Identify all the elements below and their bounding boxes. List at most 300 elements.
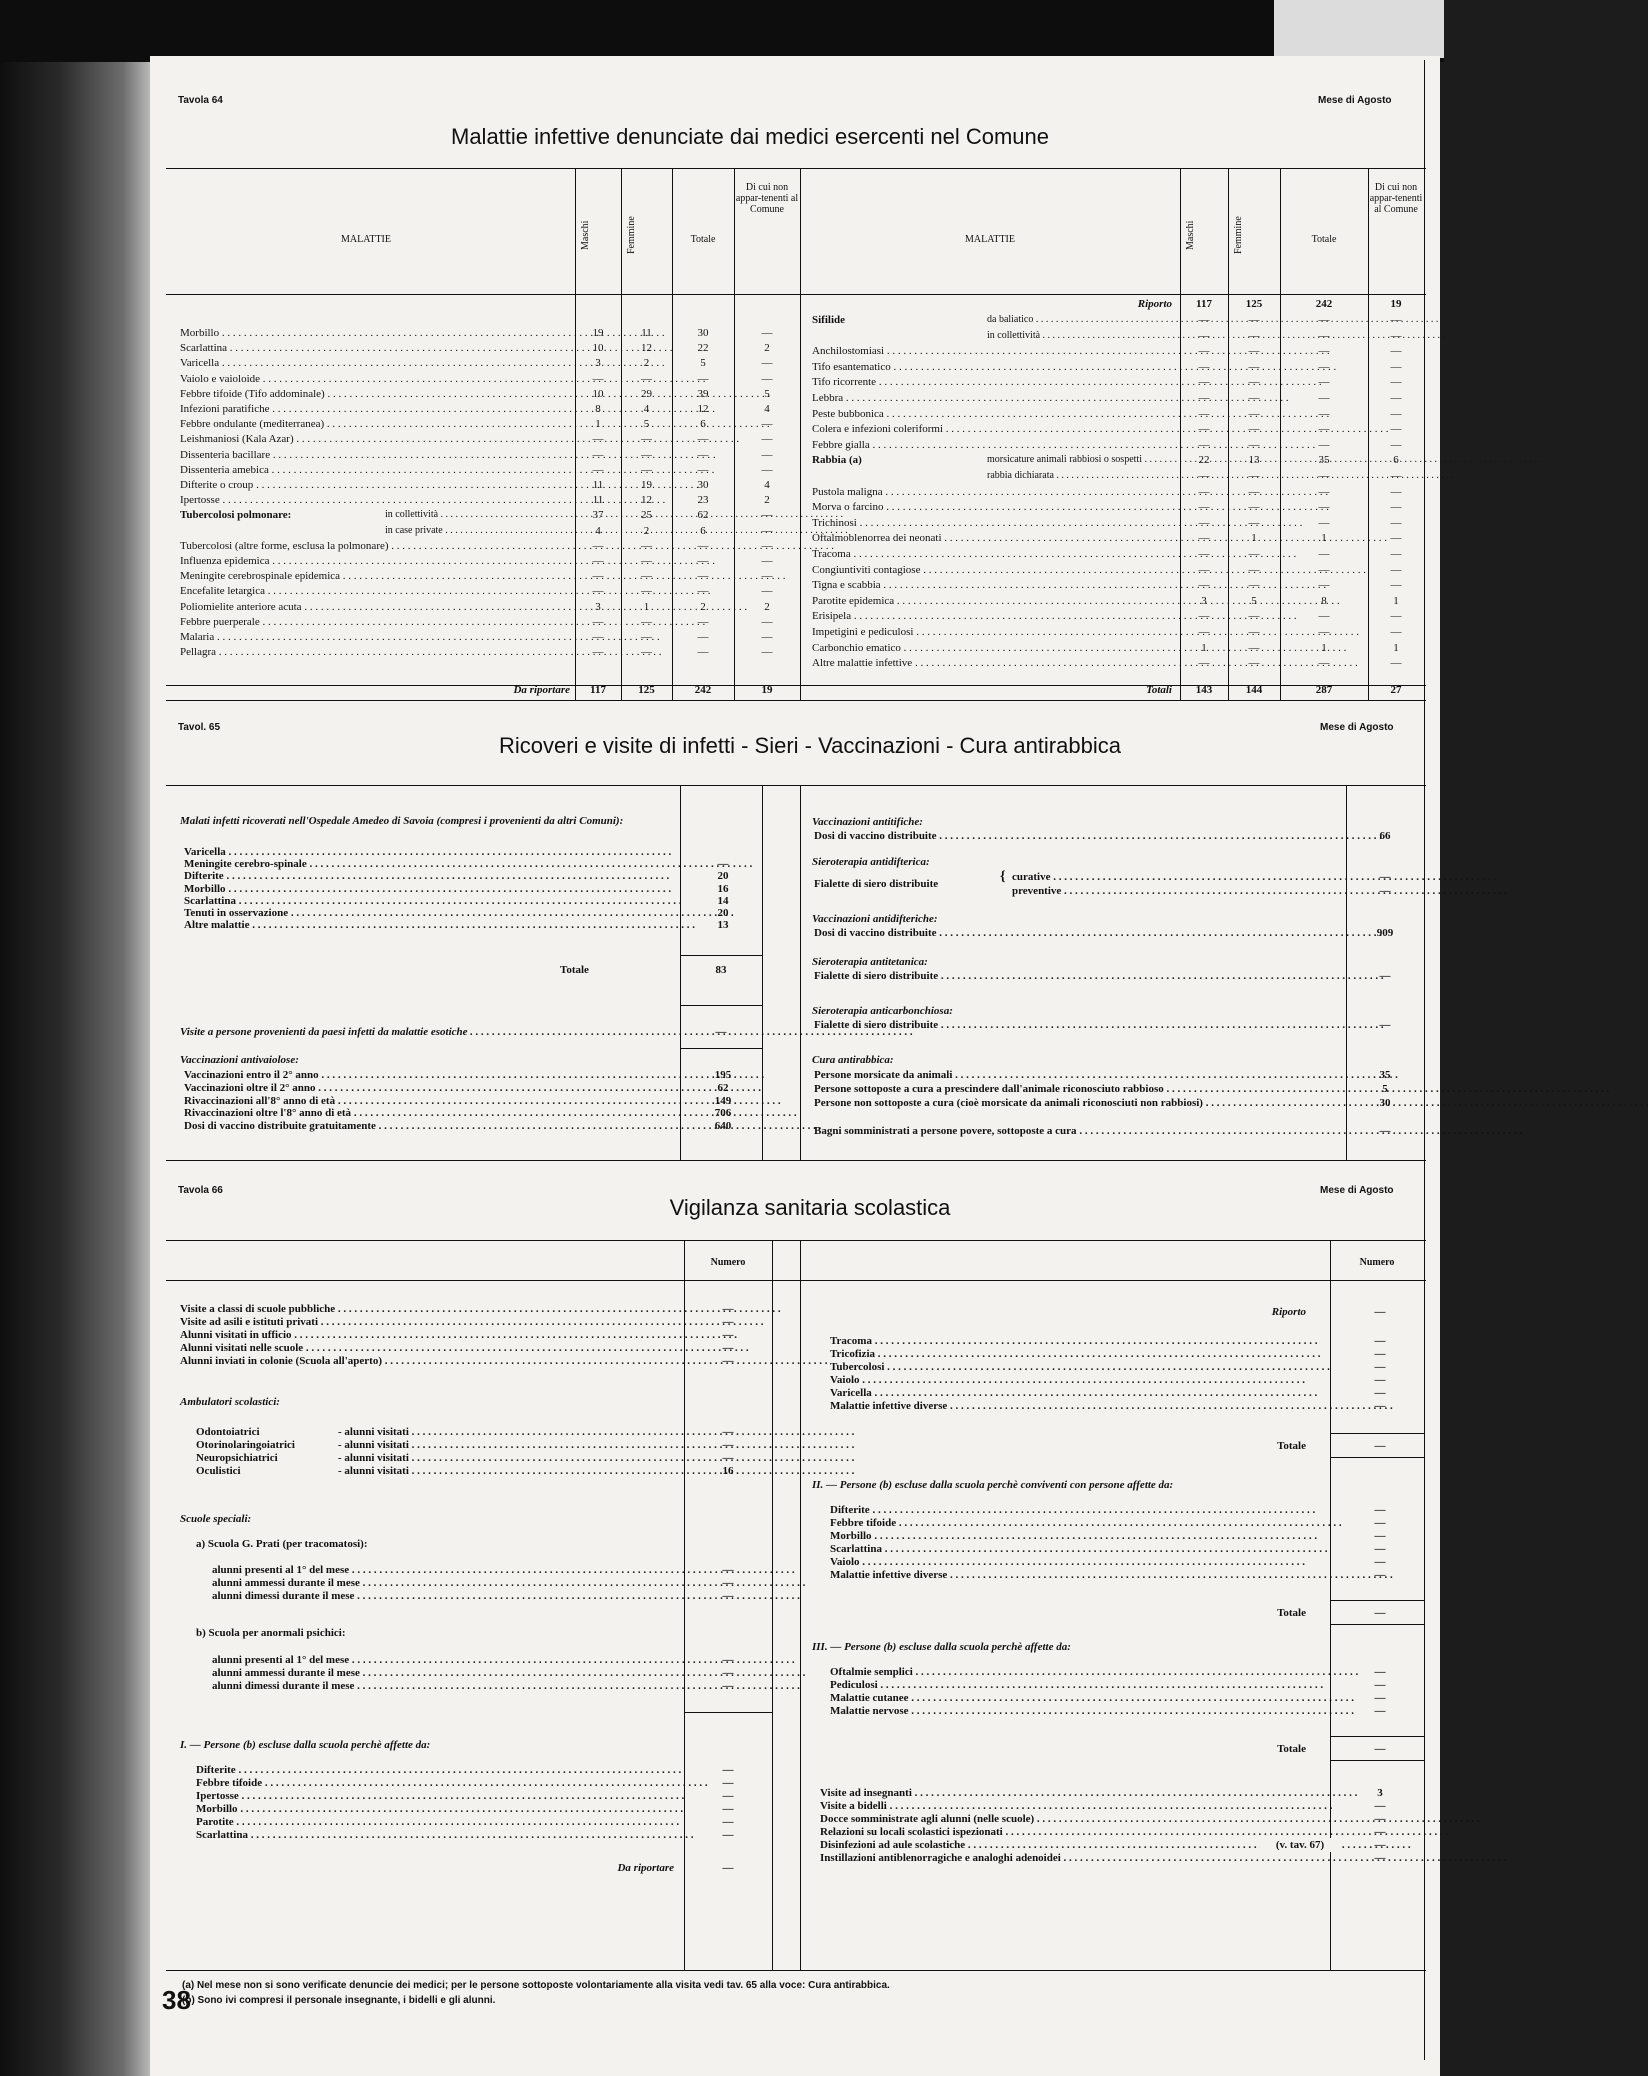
row-label: Oculistici — [196, 1465, 241, 1477]
row-label: Alunni inviati in colonie (Scuola all'aperto) . . . — [180, 1354, 670, 1368]
row-reference: (v. tav. 67) — [1260, 1838, 1340, 1852]
value-femmine: — — [1248, 516, 1260, 529]
value-maschi: — — [1198, 626, 1210, 638]
value-femmine: 2 — [643, 524, 650, 537]
row-value: — — [1379, 885, 1391, 897]
row-value: — — [722, 1303, 734, 1315]
row-value: 14 — [717, 894, 729, 907]
row-label: Oftalmie semplici . . . — [830, 1665, 1320, 1679]
table-row — [812, 656, 1424, 670]
value-totale: — — [1318, 360, 1330, 373]
section-heading: Cura antirabbica: — [812, 1054, 894, 1066]
row-label: Carbonchio ematico . . . — [812, 641, 1172, 655]
table-row — [196, 1763, 772, 1777]
table-row — [180, 1341, 772, 1355]
section-heading: Scuole speciali: — [180, 1513, 252, 1525]
value-maschi: 22 — [1198, 454, 1210, 467]
value-totale: — — [1318, 657, 1330, 670]
row-value: — — [1374, 1666, 1386, 1678]
value-femmine: — — [1248, 392, 1260, 404]
value-femmine: 1 — [643, 600, 650, 613]
table-row — [812, 547, 1424, 561]
scan-binding-edge — [0, 62, 150, 2076]
table-row — [180, 356, 800, 370]
value-non-comune: 1 — [1393, 594, 1399, 607]
table-row — [830, 1399, 1424, 1413]
value-maschi: — — [1198, 345, 1210, 358]
value-femmine: — — [1248, 563, 1260, 576]
value-maschi: — — [1198, 423, 1210, 436]
row-value: 3 — [1377, 1787, 1383, 1799]
row-label: Ipertosse . . . — [196, 1789, 666, 1803]
value-non-comune: — — [1390, 314, 1402, 326]
table-row — [830, 1542, 1424, 1556]
value-maschi: — — [1198, 657, 1210, 670]
row-value: — — [1374, 1387, 1386, 1399]
row-label: Ipertosse . . . — [180, 493, 570, 507]
table-row — [180, 493, 800, 507]
value-totale: 1 — [1321, 532, 1327, 545]
value-femmine: — — [641, 448, 652, 461]
value-femmine: — — [1248, 641, 1260, 654]
value-femmine: — — [1248, 657, 1260, 670]
value-non-comune: — — [1390, 563, 1402, 576]
row-label: Febbre gialla . . . — [812, 438, 1172, 452]
value-non-comune: — — [761, 509, 773, 522]
row-label: Tifo esantematico . . . — [812, 360, 1172, 374]
value-femmine: — — [1248, 438, 1260, 451]
row-label: Vaiolo e vaioloide . . . — [180, 372, 570, 386]
row-label: Rivaccinazioni oltre l'8° anno di età . . . — [184, 1106, 674, 1120]
row-label: Scarlattina . . . — [830, 1542, 1320, 1556]
value-non-comune: 2 — [764, 342, 770, 355]
value-totale: 23 — [697, 494, 709, 507]
table-row — [180, 387, 800, 401]
table-row — [196, 1802, 772, 1816]
value-non-comune: — — [1390, 438, 1402, 451]
table-row — [814, 1068, 1424, 1082]
section-heading: Vaccinazioni antidifteriche: — [812, 913, 938, 925]
value-non-comune: — — [1390, 548, 1402, 560]
value-maschi: 19 — [592, 327, 604, 339]
table-row — [212, 1563, 772, 1577]
row-value: 640 — [714, 1120, 732, 1133]
row-label: Visite a bidelli . . . — [820, 1799, 1320, 1813]
row-label: Rivaccinazioni all'8° anno di età . . . — [184, 1094, 674, 1108]
value-totale: — — [1318, 423, 1330, 436]
row-label: Malaria . . . — [180, 630, 570, 644]
row-label: curative . . . — [1012, 870, 1332, 884]
table-row — [812, 594, 1424, 608]
value-totale: — — [697, 555, 709, 567]
table-row — [820, 1825, 1424, 1839]
section-heading: III. — Persone (b) escluse dalla scuola perchè affette da: — [812, 1641, 1071, 1653]
row-label: Altre malattie infettive . . . — [812, 656, 1172, 670]
table-row — [814, 926, 1424, 940]
scan-border-corner — [1274, 0, 1444, 58]
value-maschi: 143 — [1195, 684, 1213, 696]
table-row — [830, 1334, 1424, 1348]
row-value: 66 — [1379, 830, 1391, 842]
value-maschi: — — [1198, 532, 1210, 545]
table-row — [180, 326, 800, 340]
row-label: Infezioni paratifiche . . . — [180, 402, 570, 416]
table-row — [820, 1851, 1424, 1865]
value-totale: 287 — [1315, 684, 1333, 696]
value-maschi: 3 — [1201, 594, 1207, 607]
value-totale: — — [697, 372, 709, 385]
value-maschi: — — [1198, 485, 1210, 498]
row-label: Morbillo . . . — [830, 1529, 1320, 1543]
header-totale: Totale — [1311, 234, 1337, 245]
row-value: — — [1374, 1705, 1386, 1717]
header-femmine: Femmine — [626, 216, 637, 254]
value-non-comune: — — [761, 372, 773, 385]
value-non-comune: — — [1390, 532, 1402, 545]
value-totale: 6 — [700, 524, 706, 537]
table-row — [180, 341, 800, 355]
row-label: Pediculosi . . . — [830, 1678, 1320, 1692]
table-row — [180, 584, 800, 598]
row-label: Dissenteria bacillare . . . — [180, 448, 570, 462]
value-totale: 30 — [697, 479, 709, 491]
value-non-comune: 6 — [1393, 454, 1399, 467]
value-non-comune: — — [1390, 485, 1402, 498]
value-femmine: — — [1248, 579, 1260, 592]
total-label: Riporto — [1137, 298, 1172, 310]
total-row-da-riportare — [180, 683, 800, 697]
row-label: Vaccinazioni oltre il 2° anno . . . — [184, 1081, 674, 1095]
row-label: Dosi di vaccino distribuite gratuitamente . . . — [184, 1119, 674, 1133]
row-label: Leishmaniosi (Kala Azar) . . . — [180, 432, 570, 446]
row-label: Disinfezioni ad aule scolastiche . . . — [820, 1838, 1320, 1852]
table-row — [820, 1838, 1424, 1852]
table-row — [830, 1665, 1424, 1679]
total-label: Totale — [560, 964, 589, 976]
value-maschi: — — [592, 539, 604, 552]
table-row — [830, 1529, 1424, 1543]
value-femmine: 5 — [1251, 594, 1257, 607]
table-row — [180, 539, 800, 553]
row-label: Tubercolosi polmonare: — [180, 509, 292, 522]
value-non-comune: — — [1390, 329, 1402, 342]
row-sublabel: in collettività . . . — [385, 508, 570, 522]
row-value: — — [1379, 1019, 1391, 1031]
row-label: Visite ad asili e istituti privati . . . — [180, 1315, 670, 1329]
row-value: — — [1374, 1530, 1386, 1542]
numero-header: Numero — [1359, 1257, 1395, 1268]
row-label: Influenza epidemica . . . — [180, 554, 570, 568]
value-femmine: — — [1248, 548, 1260, 560]
value-maschi: — — [1198, 610, 1210, 623]
table-row — [830, 1347, 1424, 1361]
row-label: Alunni visitati nelle scuole . . . — [180, 1341, 670, 1355]
value-maschi: 11 — [592, 479, 604, 491]
row-label: preventive . . . — [1012, 884, 1332, 898]
value-femmine: — — [641, 433, 652, 446]
value-non-comune: — — [1390, 392, 1402, 404]
total-label: Totale — [1277, 1743, 1306, 1755]
row-value: 30 — [1379, 1097, 1391, 1109]
row-value: — — [1374, 1517, 1386, 1529]
row-value: — — [722, 1577, 734, 1589]
row-label: Visite a classi di scuole pubbliche . . . — [180, 1302, 670, 1316]
value-non-comune: — — [761, 585, 773, 598]
table-row — [812, 469, 1424, 483]
value-totale: 5 — [700, 357, 706, 370]
value-totale: — — [1318, 470, 1330, 482]
row-label: Malattie infettive diverse . . . — [830, 1568, 1320, 1582]
value-non-comune: — — [761, 327, 773, 339]
table-row — [180, 1354, 772, 1368]
total-value: — — [1374, 1743, 1386, 1755]
table-row — [812, 344, 1424, 358]
row-label: Scarlattina . . . — [184, 894, 674, 908]
value-totale: — — [1318, 563, 1330, 576]
row-value: — — [1374, 1543, 1386, 1555]
carry-row-riporto — [830, 1305, 1424, 1319]
row-value: 20 — [717, 870, 729, 883]
value-non-comune: — — [761, 448, 773, 461]
row-sublabel: in collettività . . . — [987, 329, 1172, 343]
table-row — [812, 641, 1424, 655]
row-sublabel: - alunni visitati . . . — [338, 1451, 658, 1465]
table-row — [212, 1653, 772, 1667]
value-totale: — — [1318, 579, 1330, 592]
table-row — [812, 531, 1424, 545]
value-totale: — — [697, 570, 709, 583]
row-label: Febbre tifoide . . . — [830, 1516, 1320, 1530]
value-totale: — — [1318, 407, 1330, 420]
row-value: 706 — [714, 1107, 732, 1120]
row-sublabel: - alunni visitati . . . — [338, 1438, 658, 1452]
value-femmine: — — [641, 615, 652, 628]
scan-border-top — [0, 0, 1444, 62]
value-maschi: 4 — [595, 524, 601, 537]
row-value: 13 — [717, 919, 729, 932]
table-row — [180, 1302, 772, 1316]
value-non-comune: 27 — [1390, 684, 1402, 696]
value-femmine: — — [1248, 314, 1260, 326]
table-row — [212, 1589, 772, 1603]
table-row — [196, 1776, 772, 1790]
table-row — [212, 1576, 772, 1590]
value-maschi: — — [1198, 392, 1210, 404]
value-femmine: 2 — [643, 357, 650, 370]
table-row — [812, 516, 1424, 530]
value-non-comune: — — [1390, 407, 1402, 420]
row-label: alunni ammessi durante il mese . . . — [212, 1576, 652, 1590]
total-rule — [1330, 1624, 1424, 1625]
row-value: 16 — [722, 1465, 734, 1477]
table-row — [812, 360, 1424, 374]
value-femmine: 19 — [641, 479, 652, 491]
row-value: — — [722, 1829, 734, 1841]
section-heading: II. — Persone (b) escluse dalla scuola perchè conviventi con persone affette da: — [812, 1479, 1174, 1491]
value-maschi: — — [592, 463, 604, 476]
value-totale: 62 — [697, 509, 709, 522]
row-value: — — [722, 1564, 734, 1576]
row-label: Dosi di vaccino distribuite . . . — [814, 926, 1344, 940]
value-femmine: — — [1248, 626, 1260, 638]
value-non-comune: — — [1390, 376, 1402, 389]
row-label: Tenuti in osservazione . . . — [184, 906, 674, 920]
table-row — [812, 625, 1424, 639]
value-totale: — — [697, 539, 709, 552]
row-label: Sifilide — [812, 314, 846, 326]
value-non-comune: — — [761, 555, 773, 567]
value-totale: — — [697, 463, 709, 476]
row-label: Da riportare — [617, 1862, 674, 1874]
total-row — [830, 1606, 1424, 1620]
row-value: — — [722, 1452, 734, 1464]
value-totale: — — [697, 585, 709, 598]
row-label: Oftalmoblenorrea dei neonati . . . — [812, 531, 1172, 545]
total-rule — [1330, 1760, 1424, 1761]
row-value: — — [722, 1862, 734, 1874]
row-value: — — [1374, 1800, 1386, 1812]
total-rule — [1330, 1736, 1424, 1737]
value-maschi: — — [1198, 579, 1210, 592]
value-totale: 39 — [697, 387, 709, 400]
table-row — [812, 609, 1424, 623]
value-non-comune: — — [1390, 579, 1402, 592]
value-totale: — — [1318, 438, 1330, 451]
row-value: — — [722, 1342, 734, 1354]
row-label: Morbillo . . . — [180, 326, 570, 340]
section-heading: a) Scuola G. Prati (per tracomatosi): — [196, 1538, 368, 1550]
table-row — [812, 438, 1424, 452]
value-maschi: — — [592, 570, 604, 583]
row-label: Vaccinazioni entro il 2° anno . . . — [184, 1068, 674, 1082]
row-label: Parotite epidemica . . . — [812, 594, 1172, 608]
value-totale: — — [697, 615, 709, 628]
table-title: Malattie infettive denunciate dai medici esercenti nel Comune — [451, 124, 1049, 149]
value-maschi: — — [592, 372, 604, 385]
row-value: — — [722, 1590, 734, 1602]
value-femmine: 12 — [641, 342, 652, 355]
row-label: Tricofizia . . . — [830, 1347, 1320, 1361]
value-totale: 2 — [700, 600, 706, 613]
table-title: Vigilanza sanitaria scolastica — [669, 1195, 951, 1220]
value-maschi: — — [1198, 407, 1210, 420]
row-label: Instillazioni antiblenorragiche e analoghi adenoidei . . . — [820, 1851, 1320, 1865]
table-row — [812, 422, 1424, 436]
row-label: Lebbra . . . — [812, 391, 1172, 405]
table-row — [180, 600, 800, 614]
table-label: Tavola 66 — [178, 1185, 223, 1196]
row-label: Malattie infettive diverse . . . — [830, 1399, 1320, 1413]
value-maschi: 37 — [592, 509, 604, 522]
row-label: Peste bubbonica . . . — [812, 407, 1172, 421]
row-label: Difterite o croup . . . — [180, 478, 570, 492]
row-value: — — [1374, 1692, 1386, 1704]
header-malattie: MALATTIE — [965, 234, 1015, 245]
row-value: 16 — [717, 882, 729, 895]
total-rule — [680, 955, 762, 956]
value-maschi: — — [592, 555, 604, 567]
value-non-comune: 19 — [761, 684, 773, 696]
row-label: Visite a persone provenienti da paesi infetti da malattie esotiche . . . — [180, 1025, 670, 1039]
table-row — [814, 969, 1424, 983]
value-femmine: — — [641, 539, 652, 552]
row-label: Anchilostomiasi . . . — [812, 344, 1172, 358]
value-totale: — — [1318, 329, 1330, 342]
value-non-comune: — — [1390, 360, 1402, 373]
row-value: 20 — [717, 907, 729, 919]
value-femmine: — — [1248, 470, 1260, 482]
row-value: — — [722, 1426, 734, 1438]
total-row-totali — [812, 683, 1424, 697]
value-totale: — — [1318, 610, 1330, 623]
value-femmine: 125 — [638, 684, 655, 696]
value-non-comune: — — [761, 433, 773, 446]
row-label: Meningite cerebrospinale epidemica . . . — [180, 569, 570, 583]
total-label: Totale — [1277, 1440, 1306, 1452]
table-row — [812, 453, 1424, 467]
total-value: 83 — [715, 964, 727, 976]
row-label: Fialette di siero distribuite . . . — [814, 1018, 1344, 1032]
row-value: 35 — [1379, 1069, 1391, 1081]
value-maschi: — — [592, 615, 604, 628]
value-maschi: 10 — [592, 342, 604, 355]
row-sublabel: - alunni visitati . . . — [338, 1464, 658, 1478]
value-maschi: 3 — [595, 600, 601, 613]
value-femmine: — — [1248, 407, 1260, 420]
value-maschi: 3 — [595, 357, 601, 370]
value-non-comune: — — [1390, 657, 1402, 670]
table-row — [1012, 870, 1424, 884]
table-row — [180, 417, 800, 431]
row-label: Colera e infezioni coleriformi . . . — [812, 422, 1172, 436]
row-label: Dissenteria amebica . . . — [180, 463, 570, 477]
value-femmine: — — [1248, 610, 1260, 623]
row-sublabel: - alunni visitati . . . — [338, 1425, 658, 1439]
table-row — [196, 1828, 772, 1842]
row-label: Bagni somministrati a persone povere, sottoposte a cura . . . — [814, 1124, 1344, 1138]
section-heading: Sieroterapia antitetanica: — [812, 956, 928, 968]
value-non-comune: — — [761, 570, 773, 583]
row-label: Scarlattina . . . — [180, 341, 570, 355]
row-value: — — [722, 1764, 734, 1776]
table-row — [830, 1691, 1424, 1705]
row-label: Altre malattie . . . — [184, 918, 674, 932]
value-non-comune: — — [1390, 516, 1402, 529]
row-label: Parotite . . . — [196, 1815, 666, 1829]
table-row — [180, 463, 800, 477]
row-label: Alunni visitati in ufficio . . . — [180, 1328, 670, 1342]
section-heading: I. — Persone (b) escluse dalla scuola perchè affette da: — [180, 1739, 431, 1751]
table-label: Tavola 64 — [178, 95, 223, 106]
value-maschi: 1 — [595, 418, 601, 431]
row-label: Febbre tifoide . . . — [196, 1776, 666, 1790]
value-maschi: — — [1198, 376, 1210, 389]
row-label: Pustola maligna . . . — [812, 485, 1172, 499]
row-label: Persone sottoposte a cura a prescindere dall'animale riconosciuto rabbioso . . . — [814, 1082, 1344, 1096]
table-row — [184, 918, 762, 932]
table-row — [820, 1786, 1424, 1800]
value-femmine: — — [641, 631, 652, 643]
value-femmine: — — [641, 570, 652, 583]
row-value: — — [1374, 1852, 1386, 1864]
row-sublabel: da baliatico . . . — [987, 313, 1172, 327]
table-row — [180, 630, 800, 644]
row-value: — — [722, 1329, 734, 1341]
total-label: Totali — [1146, 684, 1172, 696]
value-non-comune: — — [1390, 626, 1402, 638]
value-non-comune: 4 — [764, 403, 770, 415]
table-row — [180, 524, 800, 538]
